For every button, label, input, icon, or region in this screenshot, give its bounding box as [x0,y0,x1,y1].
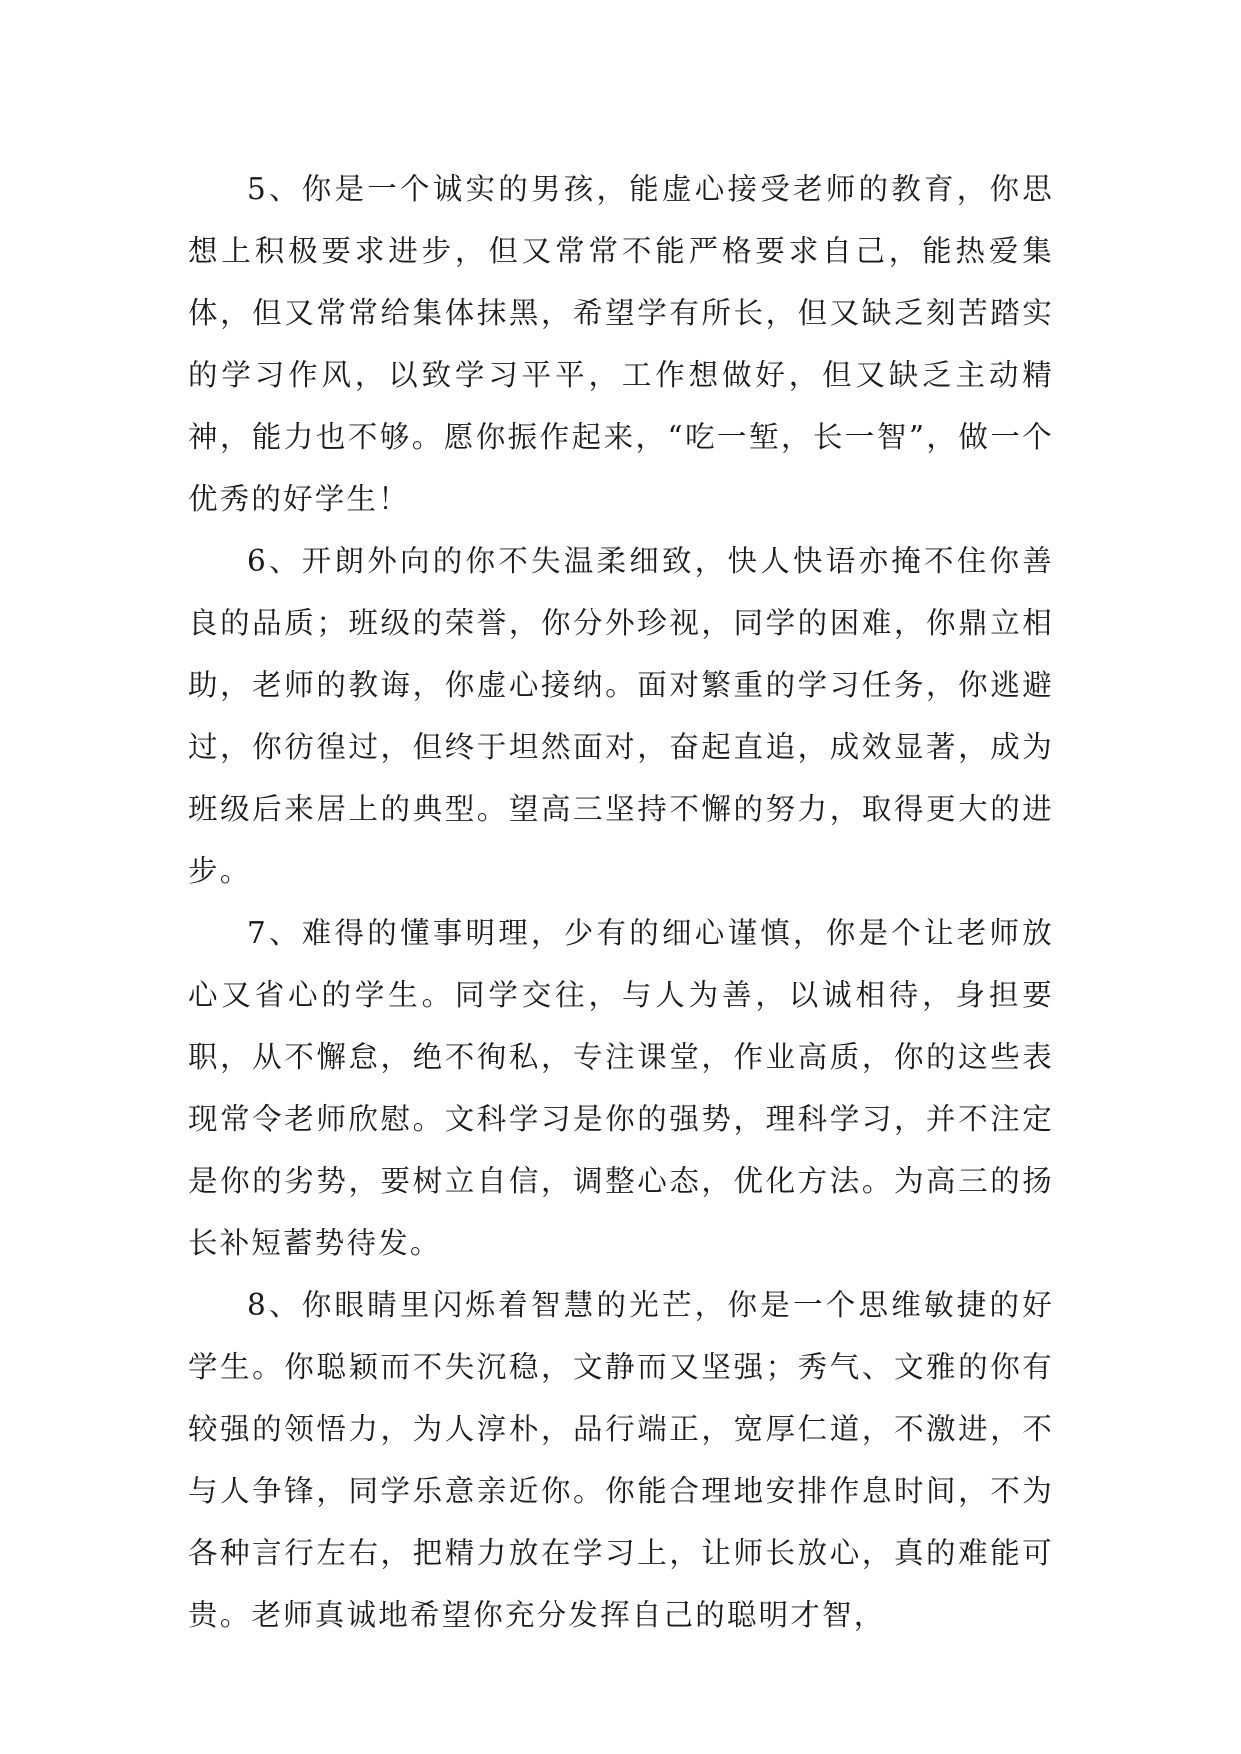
document-body [188,158,1054,1646]
paragraph-6: 6、开朗外向的你不失温柔细致，快人快语亦掩不住你善良的品质；班级的荣誉，你分外珍视，同学的困难，你鼎立相助，老师的教诲，你虚心接纳。面对繁重的学习任务，你逃避过，你彷徨过，但终于坦然面对，奋起直追，成效显著，成为班级后来居上的典型。望高三坚持不懈的努力，取得更大的进步。 [188,544,1054,888]
paragraph-5: 5、你是一个诚实的男孩，能虚心接受老师的教育，你思想上积极要求进步，但又常常不能严格要求自己，能热爱集体，但又常常给集体抹黑，希望学有所长，但又缺乏刻苦踏实的学习作风，以致学习平平，工作想做好，但又缺乏主动精神，能力也不够。愿你振作起来，“吃一堑，长一智”，做一个优秀的好学生！ [188,172,1054,516]
paragraph-7: 7、难得的懂事明理，少有的细心谨慎，你是个让老师放心又省心的学生。同学交往，与人为善，以诚相待，身担要职，从不懈怠，绝不徇私，专注课堂，作业高质，你的这些表现常令老师欣慰。文科学习是你的强势，理科学习，并不注定是你的劣势，要树立自信，调整心态，优化方法。为高三的扬长补短蓄势待发。 [188,916,1054,1260]
paragraph-8: 8、你眼睛里闪烁着智慧的光芒，你是一个思维敏捷的好学生。你聪颖而不失沉稳，文静而又坚强；秀气、文雅的你有较强的领悟力，为人淳朴，品行端正，宽厚仁道，不激进，不与人争锋，同学乐意亲近你。你能合理地安排作息时间，不为各种言行左右，把精力放在学习上，让师长放心，真的难能可贵。老师真诚地希望你充分发挥自己的聪明才智， [188,1288,1054,1632]
